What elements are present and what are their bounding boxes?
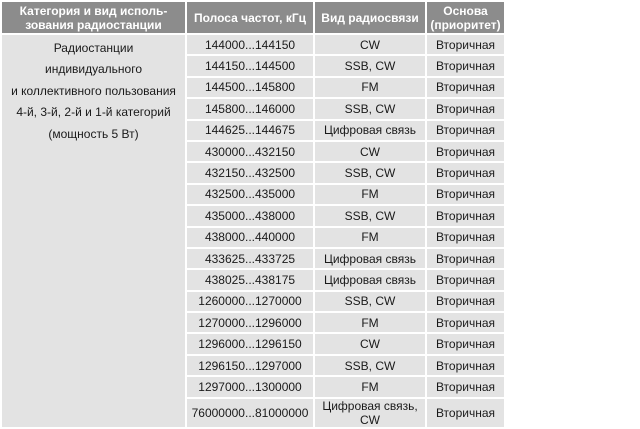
band-cell: 144150...144500 [187, 56, 313, 75]
header-basis: Основа (приоритет) [427, 2, 504, 33]
mode-cell: Цифровая связь [315, 121, 425, 140]
header-mode: Вид радиосвязи [315, 2, 425, 33]
header-frequency-band: Полоса частот, кГц [187, 2, 313, 33]
category-line: Радиостанции индивидуального [45, 41, 142, 77]
basis-cell: Вторичная [427, 35, 504, 54]
mode-cell: SSB, CW [315, 292, 425, 311]
basis-cell: Вторичная [427, 270, 504, 289]
band-cell: 432500...435000 [187, 185, 313, 204]
category-line: и коллективного пользования [11, 83, 176, 98]
mode-cell: CW [315, 142, 425, 161]
basis-cell: Вторичная [427, 56, 504, 75]
category-line: 4-й, 3-й, 2-й и 1-й категорий [16, 105, 171, 120]
band-cell: 430000...432150 [187, 142, 313, 161]
band-cell: 144000...144150 [187, 35, 313, 54]
band-cell: 433625...433725 [187, 249, 313, 268]
mode-cell: FM [315, 313, 425, 332]
basis-cell: Вторичная [427, 206, 504, 225]
mode-cell: SSB, CW [315, 356, 425, 375]
mode-cell: SSB, CW [315, 206, 425, 225]
band-cell: 1270000...1296000 [187, 313, 313, 332]
band-cell: 432150...432500 [187, 163, 313, 182]
band-cell: 76000000...81000000 [187, 399, 313, 427]
basis-cell: Вторичная [427, 399, 504, 427]
band-cell: 438025...438175 [187, 270, 313, 289]
mode-cell: Цифровая связь [315, 249, 425, 268]
mode-cell: SSB, CW [315, 163, 425, 182]
basis-cell: Вторичная [427, 185, 504, 204]
table-row [2, 35, 504, 54]
mode-cell: CW [315, 334, 425, 353]
category-cell [2, 35, 185, 427]
mode-cell: FM [315, 78, 425, 97]
basis-cell: Вторичная [427, 121, 504, 140]
mode-cell: SSB, CW [315, 99, 425, 118]
mode-cell: SSB, CW [315, 56, 425, 75]
band-cell: 1296000...1296150 [187, 334, 313, 353]
basis-cell: Вторичная [427, 334, 504, 353]
basis-cell: Вторичная [427, 228, 504, 247]
table-header-row [2, 2, 504, 33]
header-category: Категория и вид исполь-зования радиостанции [2, 2, 185, 33]
basis-cell: Вторичная [427, 292, 504, 311]
band-cell: 144500...145800 [187, 78, 313, 97]
band-cell: 1296150...1297000 [187, 356, 313, 375]
band-cell: 438000...440000 [187, 228, 313, 247]
band-cell: 435000...438000 [187, 206, 313, 225]
basis-cell: Вторичная [427, 142, 504, 161]
category-line: (мощность 5 Вт) [48, 126, 139, 141]
mode-cell: CW [315, 35, 425, 54]
mode-cell: FM [315, 185, 425, 204]
mode-cell: FM [315, 228, 425, 247]
band-cell: 1297000...1300000 [187, 377, 313, 396]
basis-cell: Вторичная [427, 356, 504, 375]
band-cell: 144625...144675 [187, 121, 313, 140]
mode-cell: FM [315, 377, 425, 396]
band-cell: 1260000...1270000 [187, 292, 313, 311]
mode-cell: Цифровая связь, CW [315, 399, 425, 427]
table-body [2, 35, 504, 427]
basis-cell: Вторичная [427, 313, 504, 332]
mode-cell: Цифровая связь [315, 270, 425, 289]
basis-cell: Вторичная [427, 377, 504, 396]
basis-cell: Вторичная [427, 99, 504, 118]
basis-cell: Вторичная [427, 78, 504, 97]
basis-cell: Вторичная [427, 249, 504, 268]
band-cell: 145800...146000 [187, 99, 313, 118]
basis-cell: Вторичная [427, 163, 504, 182]
